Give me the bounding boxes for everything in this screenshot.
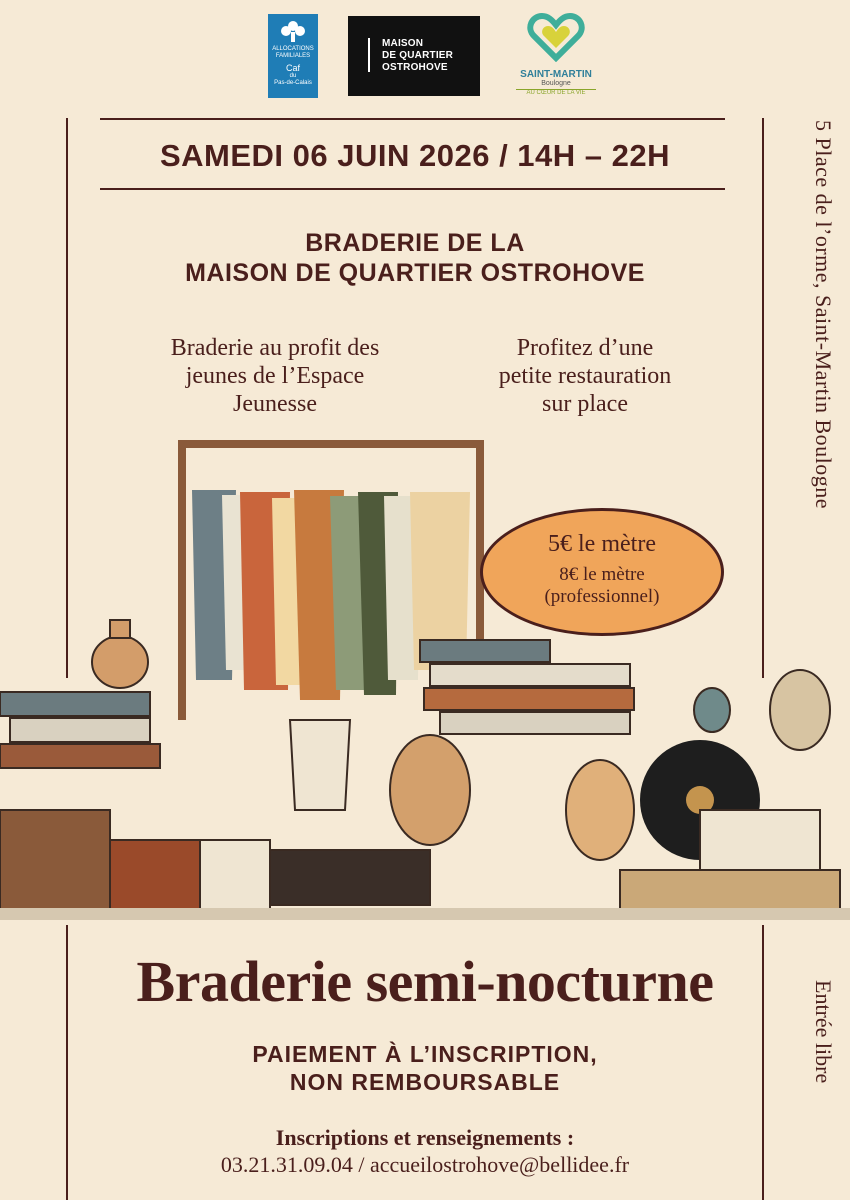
title-line-2: MAISON DE QUARTIER OSTROHOVE [185,259,645,287]
price-badge [480,508,724,636]
maison-line1: MAISON [382,38,424,49]
headline: Braderie semi-nocturne [136,949,714,1014]
food-line-1: Profitez d’une [516,335,654,361]
frame-left-bottom [66,925,68,1200]
date-rule-top [100,118,725,120]
benefit-line-1: Braderie au profit des [170,335,380,361]
maison-line3: OSTROHOVE [382,62,448,73]
benefit-line-2: jeunes de l’Espace [185,363,365,389]
logo-bar [368,38,370,72]
maison-line2: DE QUARTIER [382,50,454,61]
saint-martin-name: SAINT-MARTIN [520,69,592,80]
event-date: SAMEDI 06 JUIN 2026 / 14H – 22H [159,138,671,173]
contact-details: 03.21.31.09.04 / accueilostrohove@bellidee.fr [220,1152,630,1177]
food-line-2: petite restauration [498,363,672,389]
address: 5 Place de l’orme, Saint-Martin Boulogne [811,120,836,510]
payment-line-2: NON REMBOURSABLE [289,1069,561,1095]
title-line-1: BRADERIE DE LA [305,229,525,257]
caf-label: ALLOCATIONS FAMILIALES [272,46,314,59]
contact-title: Inscriptions et renseignements : [275,1125,575,1150]
benefit-text [140,334,410,418]
book-stack-right [420,640,634,734]
payment-info [120,1040,730,1096]
price-professional-label: (professionnel) [544,586,660,607]
contact-info [110,1124,740,1178]
saint-martin-sub: Boulogne [541,80,571,87]
flea-market-illustration [0,430,850,930]
entry-info: Entrée libre [811,980,836,1084]
caf-tree-icon [279,20,307,44]
event-title [100,228,730,288]
saint-martin-logo [508,12,604,104]
price-standard: 5€ le mètre [548,531,656,557]
caf-region: Pas-de-Calais [274,80,312,86]
price-professional [483,564,721,608]
benefit-line-3: Jeunesse [233,391,317,417]
payment-line-1: PAIEMENT À L’INSCRIPTION, [252,1041,598,1067]
book-stack-left [0,692,160,768]
caf-name: Caf [285,63,300,73]
hanging-clothes [192,490,470,700]
food-text [470,334,700,418]
price-professional-amount: 8€ le mètre [559,564,645,585]
date-rule-bottom [100,188,725,190]
food-line-3: sur place [542,391,628,417]
heart-icon [526,12,586,62]
caf-du: du [289,73,297,79]
maison-quartier-logo [348,16,480,96]
caf-logo [268,14,318,98]
saint-martin-tag: AU CŒUR DE LA VIE [516,89,596,96]
